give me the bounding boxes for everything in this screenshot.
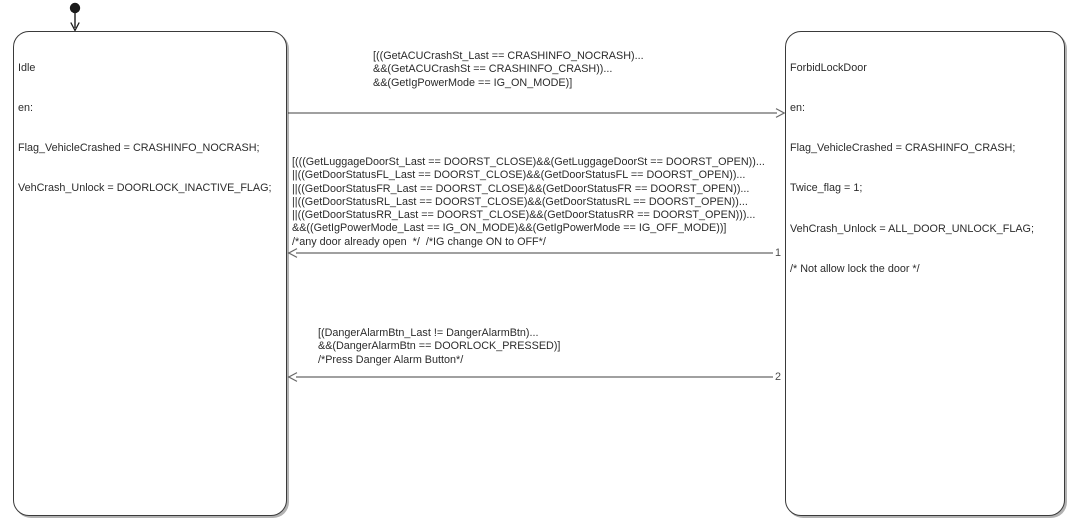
state-forbid-lock-door-line: Flag_VehicleCrashed = CRASHINFO_CRASH; <box>790 142 1016 155</box>
transition-door-open-arrowhead-icon <box>289 249 297 258</box>
transition-door-open-label-line: [(((GetLuggageDoorSt_Last == DOORST_CLOSE)&&(GetLuggageDoorSt == DOORST_OPEN))... <box>292 156 765 168</box>
state-idle-text <box>18 35 284 223</box>
state-idle[interactable] <box>13 31 287 516</box>
transition-door-open-label-line: ||((GetDoorStatusFL_Last == DOORST_CLOSE)&&(GetDoorStatusFL == DOORST_OPEN))... <box>292 169 746 182</box>
transition-door-open-label[interactable] <box>292 156 765 249</box>
transition-door-open-label-line: ||((GetDoorStatusRR_Last == DOORST_CLOSE)&&(GetDoorStatusRR == DOORST_OPEN)))... <box>292 209 756 222</box>
state-forbid-lock-door-text <box>790 35 1062 303</box>
transition-danger-alarm-label-line: /*Press Danger Alarm Button*/ <box>318 353 464 366</box>
state-idle-line: Flag_VehicleCrashed = CRASHINFO_NOCRASH; <box>18 142 260 155</box>
transition-door-open-label-line: /*any door already open */ /*IG change ON to OFF*/ <box>292 235 546 248</box>
transition-door-open-label-line: ||((GetDoorStatusFR_Last == DOORST_CLOSE)&&(GetDoorStatusFR == DOORST_OPEN))... <box>292 182 750 195</box>
state-forbid-lock-door-line: en: <box>790 102 806 115</box>
state-idle-line: VehCrash_Unlock = DOORLOCK_INACTIVE_FLAG; <box>18 182 272 195</box>
transition-crash-label-line: &&(GetACUCrashSt == CRASHINFO_CRASH))... <box>373 63 613 76</box>
transition-danger-alarm-label[interactable] <box>318 327 560 367</box>
transition-danger-alarm-order-number: 2 <box>775 371 782 383</box>
initial-state-dot[interactable] <box>70 3 80 13</box>
transition-danger-alarm-label-line: &&(DangerAlarmBtn == DOORLOCK_PRESSED)] <box>318 340 561 353</box>
transition-door-open-label-line: ||((GetDoorStatusRL_Last == DOORST_CLOSE)&&(GetDoorStatusRL == DOORST_OPEN))... <box>292 195 748 208</box>
state-forbid-lock-door[interactable] <box>785 31 1065 516</box>
state-idle-title: Idle <box>18 61 36 74</box>
transition-door-open-order-number: 1 <box>775 247 782 259</box>
transition-door-open-label-line: &&((GetIgPowerMode_Last == IG_ON_MODE)&&(GetIgPowerMode == IG_OFF_MODE))] <box>292 222 727 235</box>
state-forbid-lock-door-title: ForbidLockDoor <box>790 61 867 74</box>
transition-crash-arrowhead-icon <box>776 109 784 118</box>
transition-danger-alarm-arrowhead-icon <box>289 373 297 382</box>
state-idle-line: en: <box>18 102 34 115</box>
transition-crash-label[interactable] <box>373 50 644 90</box>
transition-crash-label-line: [((GetACUCrashSt_Last == CRASHINFO_NOCRASH)... <box>373 50 644 62</box>
transition-crash-label-line: &&(GetIgPowerMode == IG_ON_MODE)] <box>373 76 573 89</box>
transition-danger-alarm-label-line: [(DangerAlarmBtn_Last != DangerAlarmBtn)... <box>318 327 539 339</box>
state-forbid-lock-door-line: /* Not allow lock the door */ <box>790 262 920 275</box>
state-forbid-lock-door-line: Twice_flag = 1; <box>790 182 863 195</box>
state-forbid-lock-door-line: VehCrash_Unlock = ALL_DOOR_UNLOCK_FLAG; <box>790 222 1034 235</box>
